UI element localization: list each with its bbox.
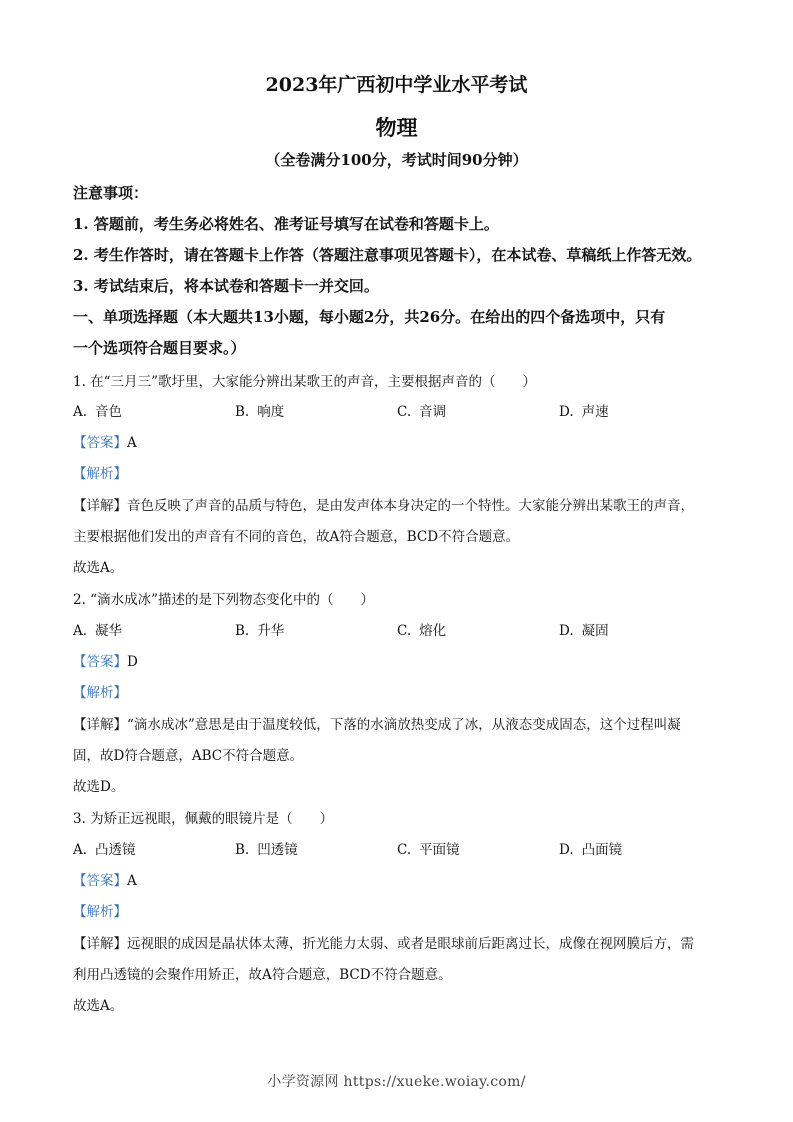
option-b: [235, 838, 298, 858]
conclusion: 故选A。: [73, 998, 124, 1014]
detail-line: [73, 494, 723, 514]
answer-tag: 【答案】: [73, 873, 127, 889]
option-text: 音调: [419, 404, 447, 420]
answer-value: D: [127, 654, 138, 670]
analysis-tag: 【解析】: [73, 904, 127, 920]
option-b: [235, 619, 284, 639]
analysis-tag: 【解析】: [73, 685, 127, 701]
analysis-line: [73, 900, 723, 920]
detail-line: [73, 932, 723, 952]
detail-text: 音色反映了声音的品质与特色，是由发声体本身决定的一个特性。大家能分辨出某歌王的声音，: [127, 498, 694, 514]
option-letter: A.: [73, 842, 88, 858]
option-text: 凝固: [581, 623, 609, 639]
option-text: 声速: [581, 404, 609, 420]
option-text: 凸透镜: [95, 842, 136, 858]
notice-item: 2. 考生作答时，请在答题卡上作答（答题注意事项见答题卡），在本试卷、草稿纸上作答无效。: [73, 246, 702, 264]
option-d: [559, 400, 609, 420]
notice-heading: 注意事项：: [73, 184, 149, 202]
conclusion: 故选A。: [73, 560, 124, 576]
analysis-line: [73, 462, 723, 482]
conclusion: 故选D。: [73, 779, 125, 795]
answer-value: A: [127, 873, 137, 889]
answer-line: [73, 431, 723, 451]
option-letter: A.: [73, 404, 88, 420]
notice-item: 3. 考试结束后，将本试卷和答题卡一并交回。: [73, 277, 379, 295]
option-d: [559, 619, 609, 639]
option-letter: C.: [397, 404, 412, 420]
section-heading-cont: 一个选项符合题目要求。）: [73, 339, 246, 357]
option-text: 凹透镜: [257, 842, 298, 858]
option-text: 升华: [257, 623, 285, 639]
question-options: [73, 619, 723, 639]
option-a: [73, 400, 122, 420]
question-options: [73, 400, 723, 420]
detail-text: 远视眼的成因是晶状体太薄，折光能力太弱、或者是眼球前后距离过长，成像在视网膜后方，需: [127, 936, 694, 952]
option-letter: D.: [559, 842, 574, 858]
detail-line-cont: 利用凸透镜的会聚作用矫正，故A符合题意，BCD不符合题意。: [73, 967, 452, 983]
question-stem: 2. “滴水成冰”描述的是下列物态变化中的（ ）: [73, 592, 374, 608]
option-text: 凝华: [95, 623, 123, 639]
option-text: 响度: [257, 404, 285, 420]
option-c: [397, 400, 446, 420]
exam-title: 2023年广西初中学业水平考试: [265, 74, 528, 96]
option-letter: B.: [235, 404, 250, 420]
option-letter: C.: [397, 623, 412, 639]
option-letter: B.: [235, 623, 250, 639]
detail-line: [73, 713, 723, 733]
option-d: [559, 838, 622, 858]
detail-line-cont: 主要根据他们发出的声音有不同的音色，故A符合题意，BCD不符合题意。: [73, 529, 520, 545]
option-letter: A.: [73, 623, 88, 639]
analysis-line: [73, 681, 723, 701]
option-c: [397, 619, 446, 639]
option-text: 平面镜: [419, 842, 460, 858]
option-letter: D.: [559, 623, 574, 639]
detail-line-cont: 固，故D符合题意，ABC不符合题意。: [73, 748, 304, 764]
answer-tag: 【答案】: [73, 654, 127, 670]
option-text: 凸面镜: [581, 842, 623, 858]
option-a: [73, 838, 136, 858]
exam-subtitle: （全卷满分100分，考试时间90分钟）: [265, 151, 528, 169]
answer-tag: 【答案】: [73, 435, 127, 451]
option-c: [397, 838, 460, 858]
question-stem: 1. 在“三月三”歌圩里，大家能分辨出某歌王的声音，主要根据声音的（ ）: [73, 374, 536, 390]
option-letter: B.: [235, 842, 250, 858]
option-text: 音色: [95, 404, 123, 420]
option-letter: D.: [559, 404, 574, 420]
option-letter: C.: [397, 842, 412, 858]
option-text: 熔化: [419, 623, 447, 639]
answer-line: [73, 650, 723, 670]
option-a: [73, 619, 122, 639]
answer-line: [73, 869, 723, 889]
question-options: [73, 838, 723, 858]
detail-tag: 【详解】: [73, 717, 127, 733]
footer-watermark: 小学资源网 https://xueke.woiay.com/: [267, 1074, 526, 1090]
subject-title: 物理: [375, 115, 418, 140]
question-stem: 3. 为矫正远视眼，佩戴的眼镜片是（ ）: [73, 811, 334, 827]
section-heading: 一、单项选择题（本大题共13小题，每小题2分，共26分。在给出的四个备选项中，只有: [73, 308, 666, 326]
detail-tag: 【详解】: [73, 936, 127, 952]
answer-value: A: [127, 435, 137, 451]
notice-item: 1. 答题前，考生务必将姓名、准考证号填写在试卷和答题卡上。: [73, 215, 499, 233]
detail-text: “滴水成冰”意思是由于温度较低，下落的水滴放热变成了冰，从液态变成固态，这个过程叫凝: [127, 717, 681, 733]
analysis-tag: 【解析】: [73, 466, 127, 482]
option-b: [235, 400, 284, 420]
detail-tag: 【详解】: [73, 498, 127, 514]
